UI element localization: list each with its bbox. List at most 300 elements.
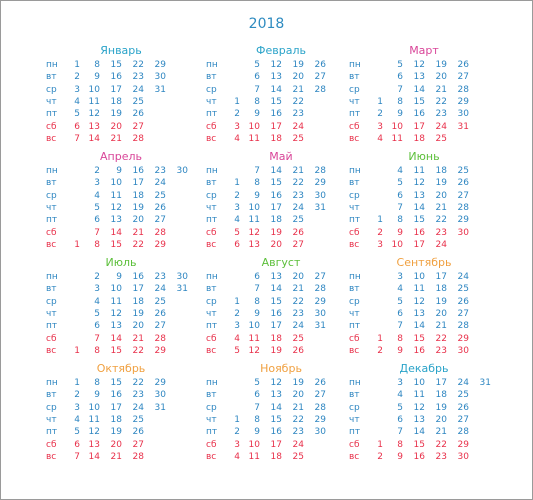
weekday-label: вс (349, 133, 360, 144)
day-cell: 5 (254, 378, 260, 388)
day-cell: 26 (292, 227, 304, 238)
day-cell: 1 (74, 378, 80, 388)
weekday-label: пт (206, 427, 218, 438)
day-cell: 5 (94, 308, 100, 319)
month-block (46, 44, 206, 148)
day-cell: 13 (270, 390, 282, 401)
day-cell: 13 (413, 308, 425, 319)
day-cell: 11 (88, 96, 100, 107)
day-cell: 26 (314, 60, 326, 70)
weekday-label: вт (206, 178, 217, 189)
week-row (46, 239, 206, 251)
week-row (349, 214, 509, 226)
weekday-label: пн (206, 272, 218, 282)
day-cell: 8 (94, 239, 100, 250)
day-cell: 17 (270, 439, 282, 450)
weekday-label: пн (349, 272, 361, 282)
week-row (46, 345, 206, 357)
day-cell: 12 (248, 227, 260, 238)
week-row (349, 320, 509, 332)
month-title: Декабрь (399, 362, 449, 375)
day-cell: 5 (234, 345, 240, 356)
day-cell: 30 (314, 190, 326, 201)
day-cell: 18 (110, 414, 122, 425)
day-cell: 9 (397, 451, 403, 462)
day-cell: 5 (397, 178, 403, 189)
weekday-label: пн (206, 166, 218, 176)
day-cell: 23 (435, 451, 447, 462)
weekday-label: ср (46, 296, 57, 307)
day-cell: 12 (270, 378, 282, 388)
day-cell: 5 (397, 60, 403, 70)
weekday-label: пн (349, 378, 361, 388)
week-row (349, 108, 509, 120)
week-row (46, 439, 206, 451)
week-row (349, 121, 509, 133)
day-cell: 7 (74, 451, 80, 462)
weekday-label: ср (349, 296, 360, 307)
day-cell: 2 (234, 427, 240, 438)
day-cell: 14 (270, 284, 282, 295)
day-cell: 24 (132, 402, 144, 413)
day-cell: 16 (270, 109, 282, 120)
day-cell: 1 (234, 178, 240, 189)
day-cell: 10 (391, 239, 403, 250)
day-cell: 21 (435, 321, 447, 332)
weekday-label: ср (46, 84, 57, 95)
day-cell: 6 (74, 439, 80, 450)
week-row (206, 96, 366, 108)
weekday-label: вс (349, 345, 360, 356)
day-cell: 19 (110, 109, 122, 120)
weekday-label: пт (206, 321, 218, 332)
day-cell: 1 (377, 96, 383, 107)
day-cell: 10 (391, 121, 403, 132)
day-cell: 4 (234, 133, 240, 144)
day-cell: 23 (435, 227, 447, 238)
day-cell: 6 (397, 190, 403, 201)
week-row (206, 414, 366, 426)
day-cell: 27 (457, 414, 469, 425)
day-cell: 27 (132, 121, 144, 132)
week-row (46, 271, 206, 283)
weekday-label: чт (349, 202, 360, 213)
day-cell: 26 (154, 202, 166, 213)
day-cell: 14 (413, 84, 425, 95)
week-row (206, 59, 366, 71)
day-cell: 24 (154, 284, 166, 295)
day-cell: 19 (132, 202, 144, 213)
day-cell: 13 (270, 272, 282, 282)
day-cell: 19 (292, 60, 304, 70)
week-row (206, 308, 366, 320)
day-cell: 12 (88, 427, 100, 438)
day-cell: 7 (397, 84, 403, 95)
month-block (46, 362, 206, 466)
weekday-label: вт (349, 72, 360, 83)
day-cell: 6 (74, 121, 80, 132)
week-row (349, 283, 509, 295)
day-cell: 20 (110, 439, 122, 450)
day-cell: 16 (413, 345, 425, 356)
day-cell: 9 (397, 109, 403, 120)
week-row (206, 71, 366, 83)
month-title: Март (409, 44, 439, 57)
day-cell: 22 (132, 378, 144, 388)
day-cell: 29 (154, 378, 166, 388)
day-cell: 25 (132, 414, 144, 425)
day-cell: 15 (110, 378, 122, 388)
week-row (206, 426, 366, 438)
week-row (206, 296, 366, 308)
day-cell: 10 (88, 84, 100, 95)
week-row (349, 402, 509, 414)
day-cell: 31 (154, 402, 166, 413)
day-cell: 29 (457, 215, 469, 226)
week-row (206, 84, 366, 96)
day-cell: 20 (270, 239, 282, 250)
day-cell: 19 (435, 178, 447, 189)
day-cell: 7 (254, 166, 260, 176)
weekday-label: пн (349, 166, 361, 176)
month-title: Апрель (100, 150, 142, 163)
day-cell: 30 (176, 166, 188, 176)
weekday-label: вт (46, 390, 57, 401)
week-row (349, 133, 509, 145)
year-title: 2018 (248, 16, 285, 32)
day-cell: 8 (94, 345, 100, 356)
weekday-label: вс (206, 345, 217, 356)
day-cell: 26 (314, 378, 326, 388)
week-row (206, 389, 366, 401)
weekday-label: ср (206, 402, 217, 413)
day-cell: 21 (110, 133, 122, 144)
day-cell: 12 (88, 109, 100, 120)
day-cell: 27 (457, 190, 469, 201)
day-cell: 24 (435, 121, 447, 132)
week-row (349, 84, 509, 96)
day-cell: 25 (457, 166, 469, 176)
day-cell: 1 (234, 414, 240, 425)
day-cell: 26 (457, 296, 469, 307)
day-cell: 10 (110, 284, 122, 295)
weekday-label: ср (46, 402, 57, 413)
day-cell: 27 (154, 321, 166, 332)
week-row (349, 308, 509, 320)
day-cell: 24 (292, 202, 304, 213)
day-cell: 5 (397, 296, 403, 307)
day-cell: 20 (435, 72, 447, 83)
day-cell: 25 (457, 390, 469, 401)
day-cell: 2 (377, 345, 383, 356)
day-cell: 29 (154, 60, 166, 70)
day-cell: 29 (457, 96, 469, 107)
day-cell: 25 (154, 296, 166, 307)
week-row (46, 190, 206, 202)
day-cell: 5 (397, 402, 403, 413)
week-row (46, 96, 206, 108)
month-block (349, 362, 509, 466)
day-cell: 4 (94, 296, 100, 307)
weekday-label: пт (46, 215, 58, 226)
day-cell: 24 (292, 121, 304, 132)
day-cell: 1 (234, 296, 240, 307)
week-row (349, 451, 509, 463)
day-cell: 13 (88, 439, 100, 450)
day-cell: 3 (74, 402, 80, 413)
day-cell: 7 (397, 321, 403, 332)
day-cell: 14 (270, 402, 282, 413)
week-row (46, 308, 206, 320)
day-cell: 18 (270, 133, 282, 144)
day-cell: 28 (314, 284, 326, 295)
day-cell: 8 (397, 439, 403, 450)
day-cell: 11 (248, 451, 260, 462)
weekday-label: пт (206, 215, 218, 226)
day-cell: 11 (110, 296, 122, 307)
week-row (349, 345, 509, 357)
day-cell: 14 (88, 451, 100, 462)
day-cell: 8 (254, 178, 260, 189)
day-cell: 28 (314, 166, 326, 176)
week-row (349, 439, 509, 451)
month-block (206, 362, 366, 466)
day-cell: 13 (110, 215, 122, 226)
day-cell: 2 (377, 451, 383, 462)
day-cell: 2 (234, 190, 240, 201)
day-cell: 7 (254, 402, 260, 413)
day-cell: 17 (132, 178, 144, 189)
day-cell: 11 (413, 390, 425, 401)
day-cell: 15 (413, 439, 425, 450)
weekday-label: вт (46, 72, 57, 83)
day-cell: 5 (74, 427, 80, 438)
day-cell: 23 (435, 345, 447, 356)
day-cell: 1 (377, 439, 383, 450)
day-cell: 29 (154, 239, 166, 250)
day-cell: 13 (88, 121, 100, 132)
day-cell: 19 (132, 308, 144, 319)
day-cell: 9 (254, 308, 260, 319)
week-row (46, 389, 206, 401)
weekday-label: чт (46, 308, 57, 319)
weekday-label: вс (206, 133, 217, 144)
month-title: Октябрь (96, 362, 146, 375)
day-cell: 2 (234, 308, 240, 319)
day-cell: 12 (248, 345, 260, 356)
day-cell: 7 (254, 284, 260, 295)
day-cell: 30 (314, 427, 326, 438)
week-row (206, 333, 366, 345)
day-cell: 23 (154, 166, 166, 176)
day-cell: 26 (132, 427, 144, 438)
day-cell: 6 (94, 215, 100, 226)
day-cell: 19 (435, 60, 447, 70)
day-cell: 22 (292, 414, 304, 425)
day-cell: 17 (270, 202, 282, 213)
week-row (46, 451, 206, 463)
day-cell: 8 (94, 378, 100, 388)
weekday-label: вс (349, 451, 360, 462)
day-cell: 31 (176, 284, 188, 295)
weekday-label: чт (206, 96, 217, 107)
day-cell: 16 (413, 109, 425, 120)
weekday-label: вс (46, 451, 57, 462)
day-cell: 9 (116, 166, 122, 176)
week-row (349, 296, 509, 308)
day-cell: 6 (234, 239, 240, 250)
month-block (46, 256, 206, 360)
day-cell: 9 (397, 227, 403, 238)
day-cell: 26 (292, 345, 304, 356)
day-cell: 24 (435, 239, 447, 250)
day-cell: 6 (397, 308, 403, 319)
day-cell: 17 (413, 239, 425, 250)
day-cell: 15 (270, 96, 282, 107)
day-cell: 10 (248, 121, 260, 132)
day-cell: 30 (314, 308, 326, 319)
week-row (206, 283, 366, 295)
day-cell: 28 (314, 402, 326, 413)
day-cell: 1 (377, 333, 383, 344)
week-row (206, 133, 366, 145)
weekday-label: вт (46, 284, 57, 295)
day-cell: 15 (270, 414, 282, 425)
day-cell: 21 (292, 166, 304, 176)
day-cell: 11 (413, 166, 425, 176)
day-cell: 7 (94, 333, 100, 344)
day-cell: 11 (413, 284, 425, 295)
month-block (349, 256, 509, 360)
month-title: Август (261, 256, 301, 269)
day-cell: 22 (435, 333, 447, 344)
day-cell: 21 (292, 284, 304, 295)
day-cell: 23 (292, 427, 304, 438)
day-cell: 31 (154, 84, 166, 95)
day-cell: 12 (413, 296, 425, 307)
day-cell: 27 (314, 390, 326, 401)
day-cell: 30 (457, 109, 469, 120)
month-block (206, 256, 366, 360)
day-cell: 15 (110, 239, 122, 250)
day-cell: 2 (377, 109, 383, 120)
day-cell: 4 (397, 284, 403, 295)
day-cell: 24 (457, 272, 469, 282)
weekday-label: ср (206, 84, 217, 95)
week-row (206, 190, 366, 202)
day-cell: 11 (248, 133, 260, 144)
day-cell: 6 (94, 321, 100, 332)
week-row (206, 320, 366, 332)
day-cell: 13 (413, 72, 425, 83)
week-row (206, 377, 366, 389)
weekday-label: вс (46, 345, 57, 356)
day-cell: 27 (154, 215, 166, 226)
week-row (46, 177, 206, 189)
day-cell: 18 (435, 390, 447, 401)
day-cell: 23 (292, 190, 304, 201)
day-cell: 15 (270, 178, 282, 189)
day-cell: 15 (110, 345, 122, 356)
day-cell: 17 (270, 321, 282, 332)
week-row (349, 426, 509, 438)
weekday-label: сб (349, 333, 360, 344)
weekday-label: вс (349, 239, 360, 250)
day-cell: 21 (292, 84, 304, 95)
month-title: Июль (105, 256, 137, 269)
day-cell: 19 (270, 345, 282, 356)
day-cell: 10 (248, 439, 260, 450)
weekday-label: ср (349, 84, 360, 95)
weekday-label: пт (349, 427, 361, 438)
weekday-label: пн (206, 378, 218, 388)
day-cell: 28 (132, 451, 144, 462)
day-cell: 14 (270, 166, 282, 176)
day-cell: 22 (435, 215, 447, 226)
week-row (206, 202, 366, 214)
day-cell: 28 (457, 84, 469, 95)
day-cell: 31 (457, 121, 469, 132)
week-row (349, 71, 509, 83)
weekday-label: пн (46, 272, 58, 282)
weekday-label: пт (46, 109, 58, 120)
day-cell: 16 (270, 190, 282, 201)
month-block (206, 150, 366, 254)
day-cell: 10 (413, 272, 425, 282)
weekday-label: чт (349, 96, 360, 107)
month-block (46, 150, 206, 254)
day-cell: 22 (292, 178, 304, 189)
weekday-label: сб (46, 227, 57, 238)
day-cell: 7 (254, 84, 260, 95)
weekday-label: вт (206, 390, 217, 401)
month-title: Январь (100, 44, 142, 57)
weekday-label: ср (46, 190, 57, 201)
day-cell: 27 (314, 272, 326, 282)
weekday-label: пн (46, 378, 58, 388)
day-cell: 22 (132, 60, 144, 70)
week-row (46, 71, 206, 83)
day-cell: 3 (377, 121, 383, 132)
day-cell: 19 (435, 402, 447, 413)
day-cell: 9 (254, 190, 260, 201)
day-cell: 14 (413, 427, 425, 438)
day-cell: 6 (397, 72, 403, 83)
day-cell: 4 (397, 390, 403, 401)
week-row (349, 239, 509, 251)
day-cell: 25 (292, 215, 304, 226)
day-cell: 25 (154, 190, 166, 201)
day-cell: 25 (435, 133, 447, 144)
week-row (206, 165, 366, 177)
day-cell: 20 (292, 390, 304, 401)
day-cell: 2 (377, 227, 383, 238)
day-cell: 16 (270, 427, 282, 438)
day-cell: 4 (94, 190, 100, 201)
day-cell: 3 (234, 439, 240, 450)
week-row (46, 414, 206, 426)
day-cell: 25 (292, 451, 304, 462)
day-cell: 28 (154, 227, 166, 238)
day-cell: 13 (248, 239, 260, 250)
weekday-label: вт (349, 284, 360, 295)
day-cell: 29 (314, 414, 326, 425)
day-cell: 4 (234, 451, 240, 462)
weekday-label: сб (206, 227, 217, 238)
day-cell: 15 (413, 96, 425, 107)
day-cell: 23 (435, 109, 447, 120)
week-row (349, 227, 509, 239)
